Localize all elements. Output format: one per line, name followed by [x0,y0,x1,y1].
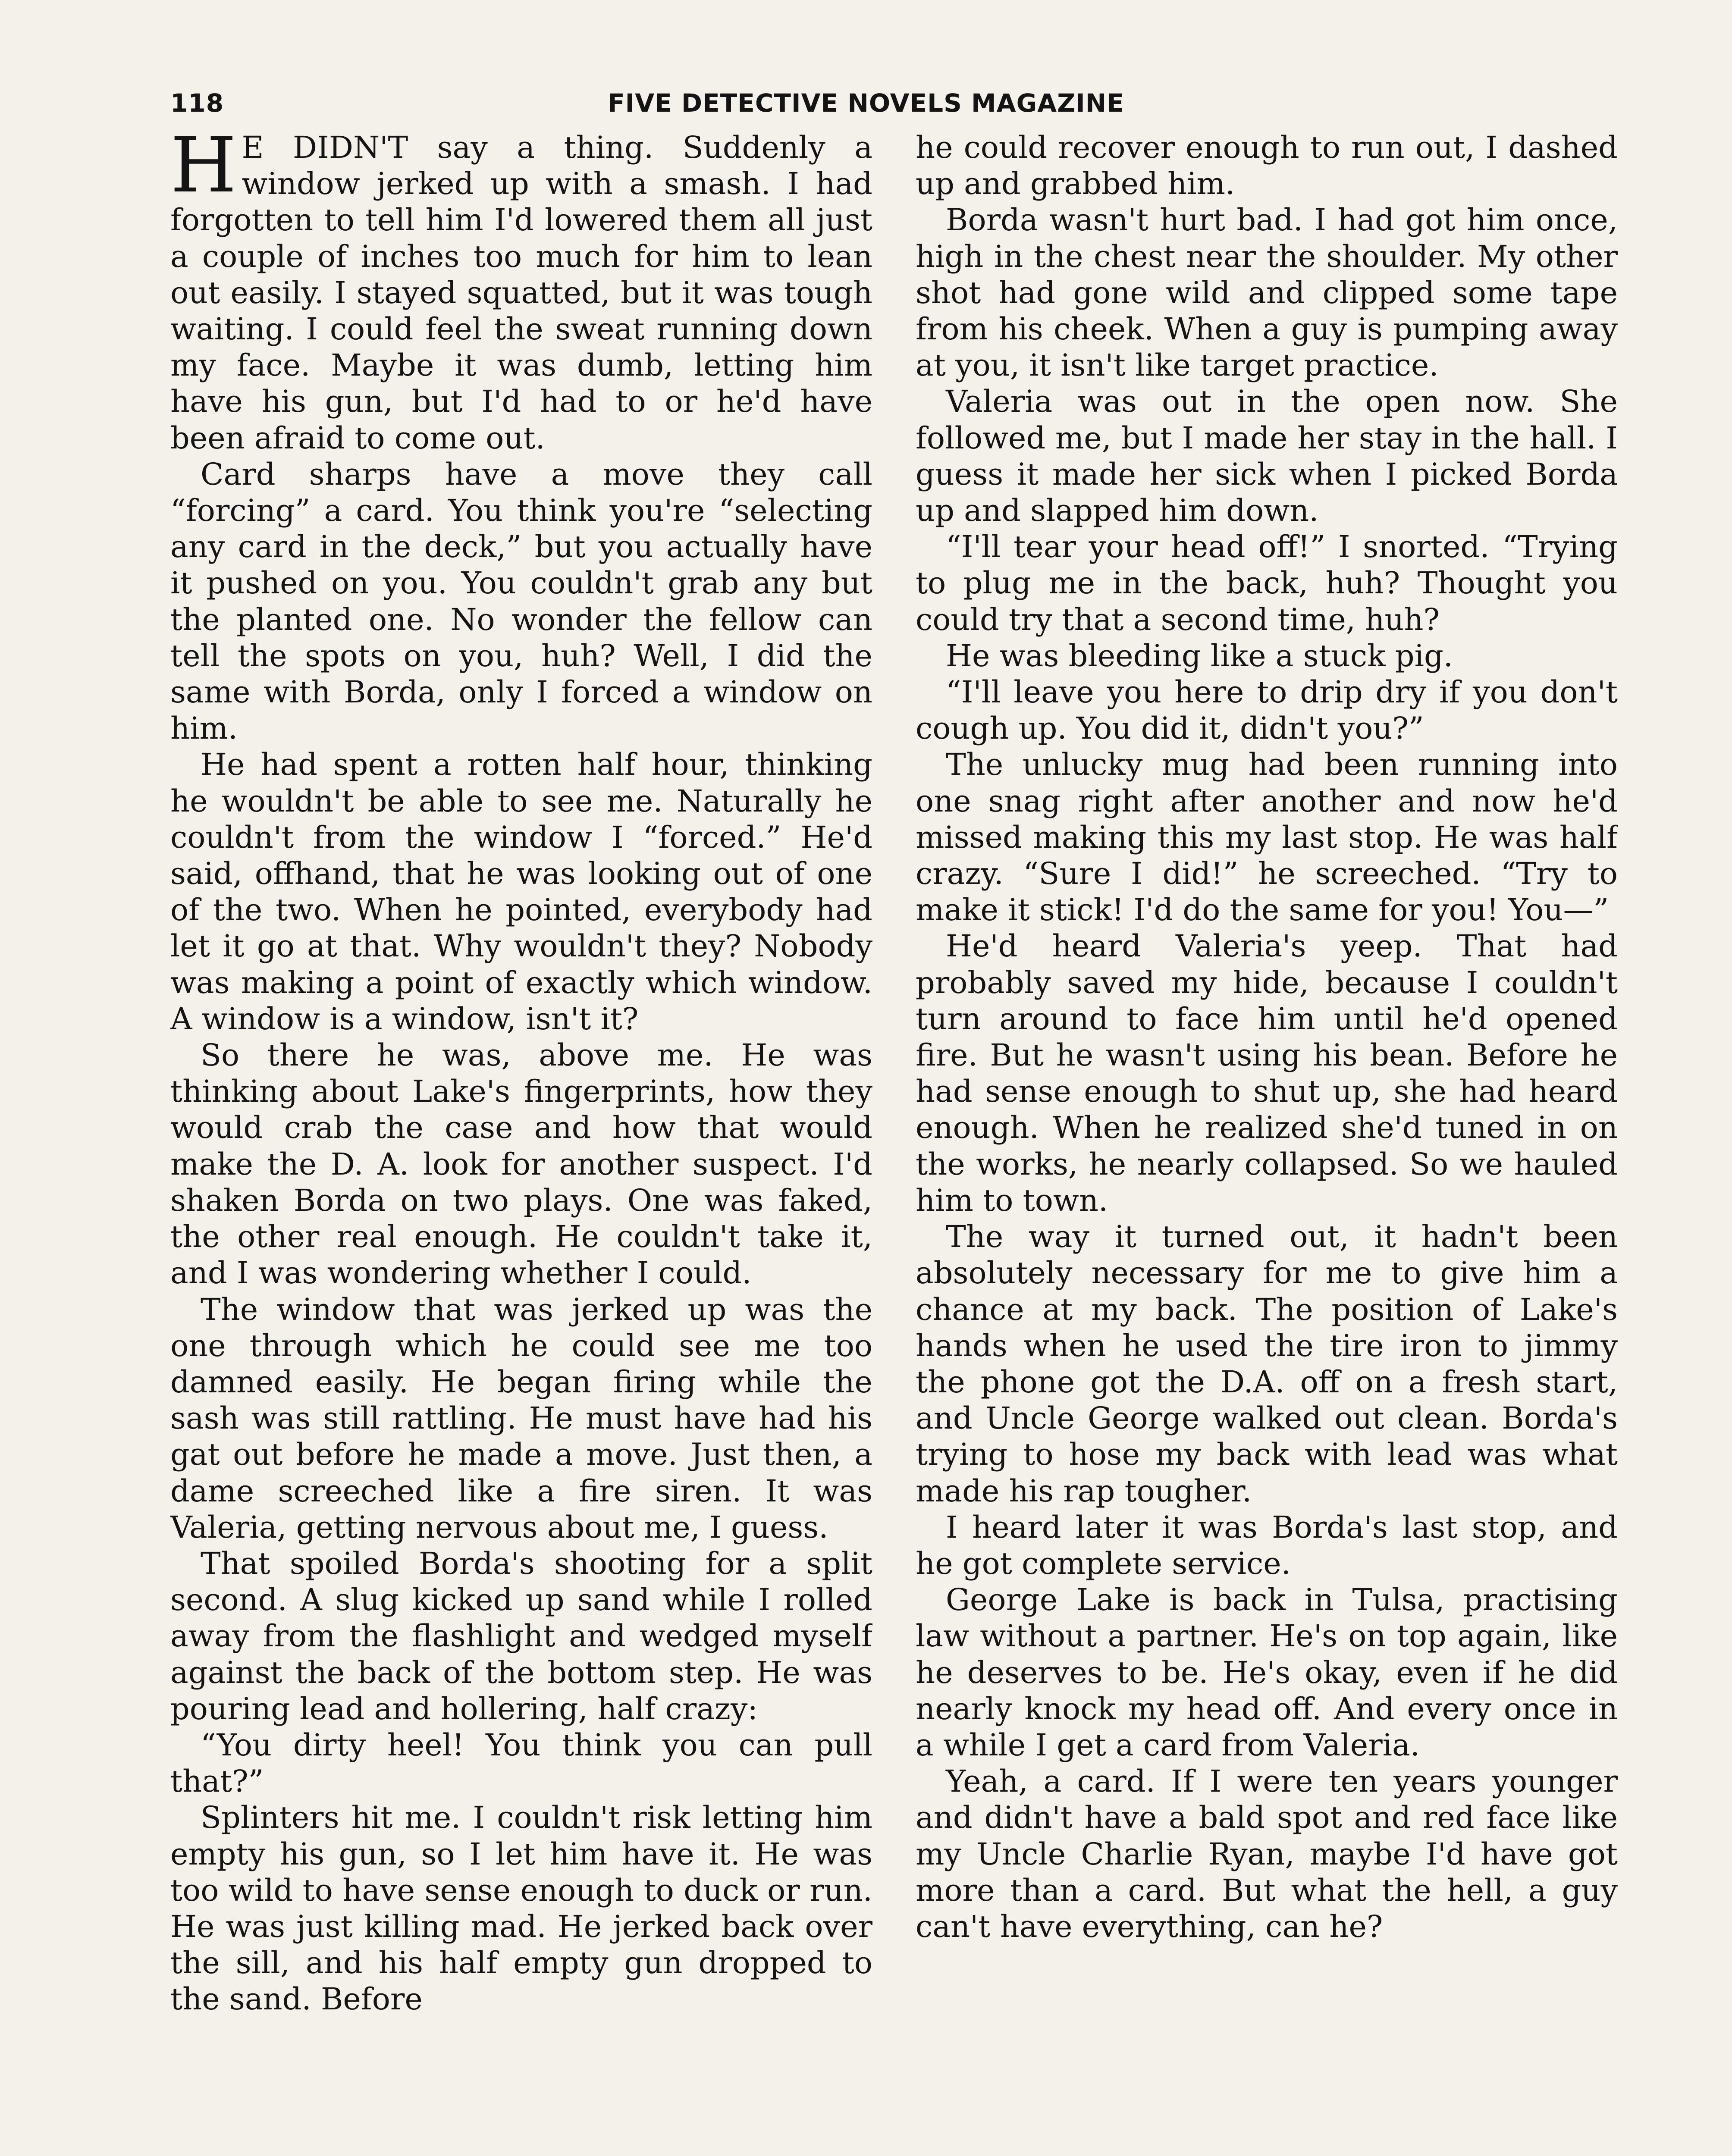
paragraph: “I'll leave you here to drip dry if you don't cough up. You did it, didn't you?” [916,674,1618,746]
paragraph: Yeah, a card. If I were ten years younger and didn't have a bald spot and red face like my Uncle Charlie Ryan, maybe I'd have got more than a card. But what the hell, a guy can't have everything, can he? [916,1764,1618,1944]
paragraph [170,129,872,456]
story-text [170,129,1618,2156]
paragraph: He was bleeding like a stuck pig. [946,638,1453,674]
paragraph: “I'll tear your head off!” I snorted. “Trying to plug me in the back, huh? Thought you could try that a second time, huh? [916,529,1618,637]
paragraph: The window that was jerked up was the one through which he could see me too damned easily. He began firing while the sash was still rattling. He must have had his gat out before he made a move. Just then, a dame screeched like a fire siren. It was Valeria, getting nervous about me, I guess. [170,1291,872,1545]
paragraph: The unlucky mug had been running into one snag right after another and now he'd missed making this my last stop. He was half crazy. “Sure I did!” he screeched. “Try to make it stick! I'd do the same for you! You—” [916,747,1618,928]
paragraph: George Lake is back in Tulsa, practising law without a partner. He's on top again, like he deserves to be. He's okay, even if he did nearly knock my head off. And every once in a while I get a card from Valeria. [916,1582,1618,1763]
paragraph: So there he was, above me. He was thinking about Lake's fingerprints, how they would crab the case and how that would make the D. A. look for another suspect. I'd shaken Borda on two plays. One was faked, the other real enough. He couldn't take it, and I was wondering whether I could. [170,1037,872,1291]
paragraph: he could recover enough to run out, I dashed up and grabbed him. [916,130,1618,202]
left-column [170,129,872,2156]
paragraph: I heard later it was Borda's last stop, and he got complete service. [916,1509,1618,1581]
drop-cap: H [170,129,237,210]
paragraph: The way it turned out, it hadn't been absolutely necessary for me to give him a chance at my back. The position of Lake's hands when he used the tire iron to jimmy the phone got the D.A. off on a fresh start, and Uncle George walked out clean. Borda's trying to hose my back with lead was what made his rap tougher. [916,1219,1618,1509]
page-header [170,88,1562,127]
paragraph: He'd heard Valeria's yeep. That had probably saved my hide, because I couldn't turn around to face him until he'd opened fire. But he wasn't using his bean. Before he had sense enough to shut up, she had heard enough. When he realized she'd tuned in on the works, he nearly collapsed. So we hauled him to town. [916,928,1618,1218]
paragraph: “You dirty heel! You think you can pull that?” [170,1727,872,1799]
paragraph: Borda wasn't hurt bad. I had got him once, high in the chest near the shoulder. My other shot had gone wild and clipped some tape from his cheek. When a guy is pumping away at you, it isn't like target practice. [916,202,1618,383]
paragraph: Splinters hit me. I couldn't risk letting him empty his gun, so I let him have it. He was too wild to have sense enough to duck or run. He was just killing mad. He jerked back over the sill, and his half empty gun dropped to the sand. Before [170,1800,872,2017]
running-head: FIVE DETECTIVE NOVELS MAGAZINE [608,88,1124,118]
paragraph: He had spent a rotten half hour, thinking he wouldn't be able to see me. Naturally he couldn't from the window I “forced.” He'd said, offhand, that he was looking out of one of the two. When he pointed, everybody had let it go at that. Why wouldn't they? Nobody was making a point of exactly which window. A window is a window, isn't it? [170,747,872,1037]
right-column [916,129,1618,2156]
paragraph: That spoiled Borda's shooting for a split second. A slug kicked up sand while I rolled away from the flashlight and wedged myself against the back of the bottom step. He was pouring lead and hollering, half crazy: [170,1545,872,1727]
paragraph: Card sharps have a move they call “forcing” a card. You think you're “selecting any card in the deck,” but you actually have it pushed on you. You couldn't grab any but the planted one. No wonder the fellow can tell the spots on you, huh? Well, I did the same with Borda, only I forced a window on him. [170,456,872,746]
page-number: 118 [170,88,224,118]
paragraph-text: E DIDN'T say a thing. Suddenly a window jerked up with a smash. I had forgotten to tell him I'd lowered them all just a couple of inches too much for him to lean out easily. I stayed squatted, but it was tough waiting. I could feel the sweat running down my face. Maybe it was dumb, letting him have his gun, but I'd had to or he'd have been afraid to come out. [170,130,872,456]
paragraph: Valeria was out in the open now. She followed me, but I made her stay in the hall. I guess it made her sick when I picked Borda up and slapped him down. [916,384,1618,529]
